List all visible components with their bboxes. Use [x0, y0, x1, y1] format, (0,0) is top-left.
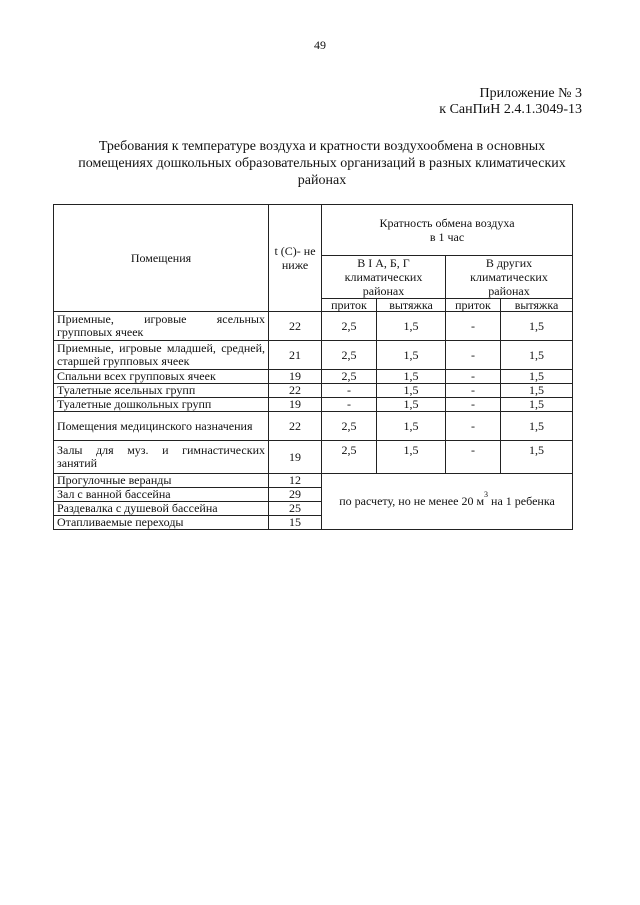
table-row: [54, 441, 573, 474]
exhaust-zone-2: 1,5: [501, 441, 573, 474]
inflow-zone-2: -: [446, 370, 501, 384]
header-exhaust-zone-1: вытяжка: [377, 299, 446, 312]
header-inflow-zone-1: приток: [322, 299, 377, 312]
temperature-value: 15: [269, 516, 322, 530]
table-row: [54, 474, 573, 488]
exhaust-zone-1: 1,5: [377, 412, 446, 441]
inflow-zone-2: -: [446, 384, 501, 398]
temperature-value: 22: [269, 384, 322, 398]
header-temperature-line2: ниже: [281, 258, 309, 272]
inflow-zone-2: -: [446, 341, 501, 370]
exhaust-zone-1: 1,5: [377, 441, 446, 474]
exhaust-zone-2: 1,5: [501, 412, 573, 441]
inflow-zone-1: -: [322, 384, 377, 398]
appendix-document: к СанПиН 2.4.1.3049-13: [439, 102, 582, 117]
room-name: Раздевалка с душевой бассейна: [54, 502, 269, 516]
appendix-number: Приложение № 3: [479, 86, 582, 101]
inflow-zone-1: 2,5: [322, 312, 377, 341]
header-air-exchange-line2: в 1 час: [429, 230, 465, 244]
room-name: Помещения медицинского назначения: [54, 412, 269, 441]
page-number: 49: [314, 38, 326, 52]
header-temperature: [269, 205, 322, 312]
inflow-zone-2: -: [446, 312, 501, 341]
header-zone-1-line1: В I А, Б, Г: [357, 256, 410, 270]
inflow-zone-1: 2,5: [322, 341, 377, 370]
header-air-exchange: [322, 205, 573, 256]
appendix-reference: [439, 86, 582, 118]
room-name: Туалетные ясельных групп: [54, 384, 269, 398]
temperature-value: 22: [269, 412, 322, 441]
header-zone-1-line3: районах: [362, 284, 405, 298]
document-title: Требования к температуре воздуха и кратности воздухообмена в основных помещениях дошкольных образовательных организаций в разных климатических районах: [78, 139, 566, 188]
room-name: Отапливаемые переходы: [54, 516, 269, 530]
exhaust-zone-2: 1,5: [501, 384, 573, 398]
room-name: Спальни всех групповых ячеек: [54, 370, 269, 384]
temperature-value: 29: [269, 488, 322, 502]
inflow-zone-2: -: [446, 441, 501, 474]
exhaust-zone-2: 1,5: [501, 312, 573, 341]
room-name: Приемные, игровые младшей, средней, старшей групповых ячеек: [54, 341, 269, 370]
exhaust-zone-1: 1,5: [377, 312, 446, 341]
requirements-table: [53, 204, 573, 530]
note-text: по расчету, но не менее 20 м: [339, 493, 485, 508]
inflow-zone-1: -: [322, 398, 377, 412]
inflow-zone-1: 2,5: [322, 412, 377, 441]
exhaust-zone-2: 1,5: [501, 370, 573, 384]
inflow-zone-1: 2,5: [322, 441, 377, 474]
exhaust-zone-2: 1,5: [501, 341, 573, 370]
header-zone-2-line1: В других: [485, 256, 533, 270]
temperature-value: 25: [269, 502, 322, 516]
table-row: [54, 312, 573, 341]
table-row: [54, 370, 573, 384]
temperature-value: 22: [269, 312, 322, 341]
inflow-zone-1: 2,5: [322, 370, 377, 384]
exhaust-zone-1: 1,5: [377, 341, 446, 370]
header-zone-2-line3: районах: [488, 284, 530, 298]
ventilation-note: [322, 474, 573, 530]
temperature-value: 19: [269, 398, 322, 412]
inflow-zone-2: -: [446, 398, 501, 412]
header-air-exchange-line1: Кратность обмена воздуха: [379, 216, 515, 230]
note-text-end: на 1 ребенка: [488, 493, 555, 508]
header-zone-2-line2: климатических: [470, 270, 548, 284]
header-zone-1: [322, 256, 446, 299]
exhaust-zone-1: 1,5: [377, 370, 446, 384]
inflow-zone-2: -: [446, 412, 501, 441]
table-row: [54, 412, 573, 441]
header-exhaust-zone-2: вытяжка: [501, 299, 573, 312]
temperature-value: 19: [269, 370, 322, 384]
table-row: [54, 398, 573, 412]
note-superscript: 3: [484, 489, 489, 499]
header-zone-2: [446, 256, 573, 299]
temperature-value: 19: [269, 441, 322, 474]
header-temperature-line1: t (С)- не: [274, 244, 316, 258]
temperature-value: 21: [269, 341, 322, 370]
header-inflow-zone-2: приток: [446, 299, 501, 312]
room-name: Прогулочные веранды: [54, 474, 269, 488]
table-row: [54, 341, 573, 370]
exhaust-zone-2: 1,5: [501, 398, 573, 412]
table-row: [54, 384, 573, 398]
header-room: Помещения: [54, 205, 269, 312]
room-name: Приемные, игровые ясельных групповых ячеек: [54, 312, 269, 341]
room-name: Залы для муз. и гимнастических занятий: [54, 441, 269, 474]
exhaust-zone-1: 1,5: [377, 384, 446, 398]
room-name: Зал с ванной бассейна: [54, 488, 269, 502]
room-name: Туалетные дошкольных групп: [54, 398, 269, 412]
exhaust-zone-1: 1,5: [377, 398, 446, 412]
temperature-value: 12: [269, 474, 322, 488]
header-zone-1-line2: климатических: [344, 270, 423, 284]
